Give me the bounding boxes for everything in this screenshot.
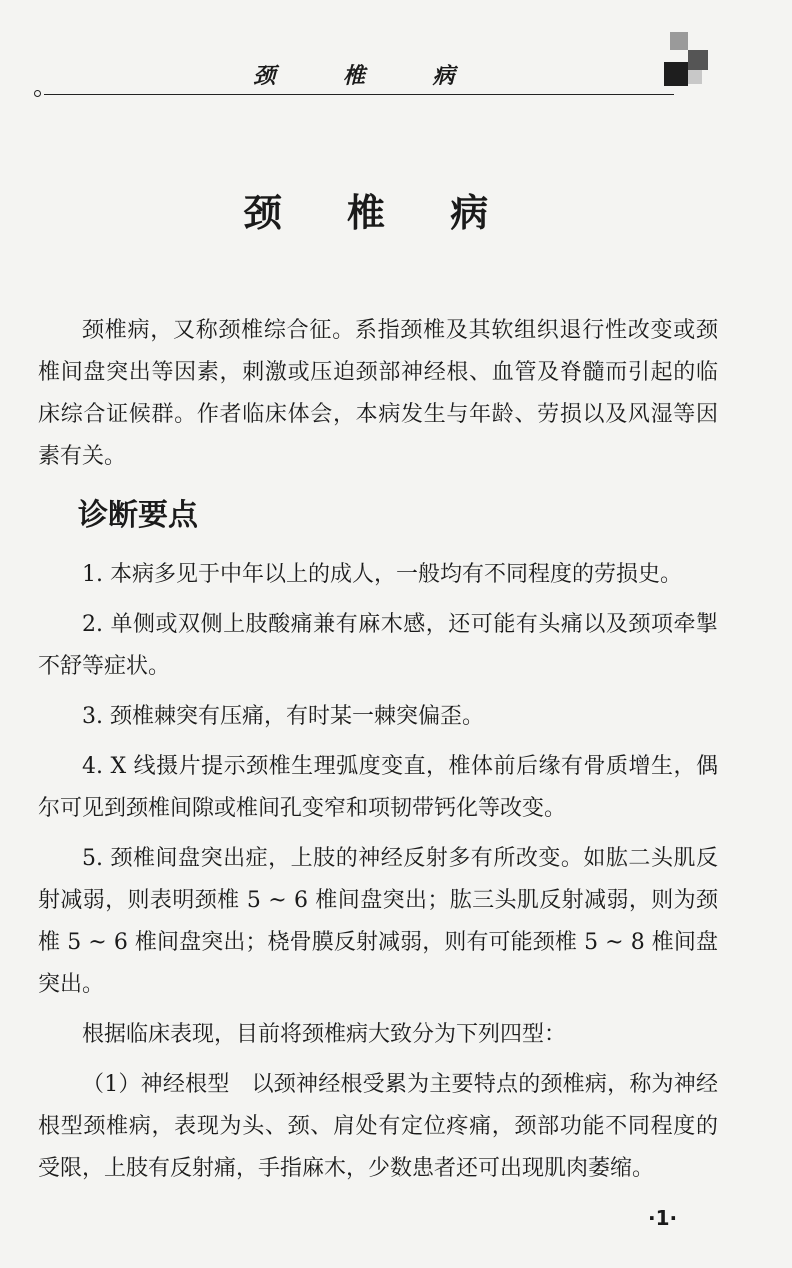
- header-rule: [44, 94, 674, 95]
- diagnosis-list: [38, 554, 718, 1198]
- list-item: 4. X 线摄片提示颈椎生理弧度变直，椎体前后缘有骨质增生，偶尔可见到颈椎间隙或椎间孔变窄和项韧带钙化等改变。: [38, 754, 719, 821]
- chapter-title: 颈 椎 病: [243, 191, 515, 235]
- type-paragraph: [38, 1064, 718, 1190]
- page-number: ·1·: [648, 1206, 678, 1230]
- header-rule-dot: [34, 90, 41, 97]
- running-header: [34, 62, 674, 98]
- list-item: 1. 本病多见于中年以上的成人，一般均有不同程度的劳损史。: [82, 562, 682, 587]
- list-item: 3. 颈椎棘突有压痛，有时某一棘突偏歪。: [82, 704, 484, 729]
- intro-paragraph: 颈椎病，又称颈椎综合征。系指颈椎及其软组织退行性改变或颈椎间盘突出等因素，刺激或压迫颈部神经根、血管及脊髓而引起的临床综合证候群。作者临床体会，本病发生与年龄、劳损以及风湿等因素有关。: [38, 318, 718, 469]
- intro-paragraph-block: [38, 310, 718, 490]
- type-heading: （1）神经根型: [82, 1072, 230, 1097]
- section-title: 诊断要点: [78, 498, 198, 533]
- type-text: 以颈神经根受累为主要特点的颈椎病，称为神经根型颈椎病，表现为头、颈、肩处有定位疼痛，颈部功能不同程度的受限，上肢有反射痛，手指麻木，少数患者还可出现肌肉萎缩。: [38, 1072, 718, 1181]
- running-header-title: 颈 椎 病: [253, 63, 485, 89]
- corner-squares-decoration: [664, 32, 712, 88]
- list-item: 5. 颈椎间盘突出症，上肢的神经反射多有所改变。如肱二头肌反射减弱，则表明颈椎 5 ~ 6 椎间盘突出；肱三头肌反射减弱，则为颈椎 5 ~ 6 椎间盘突出；桡骨膜反射减弱，则有可能颈椎 5 ~ 8 椎间盘突出。: [38, 846, 718, 997]
- list-item: 根据临床表现，目前将颈椎病大致分为下列四型：: [82, 1022, 567, 1047]
- list-item: 2. 单侧或双侧上肢酸痛兼有麻木感，还可能有头痛以及颈项牵掣不舒等症状。: [38, 612, 718, 679]
